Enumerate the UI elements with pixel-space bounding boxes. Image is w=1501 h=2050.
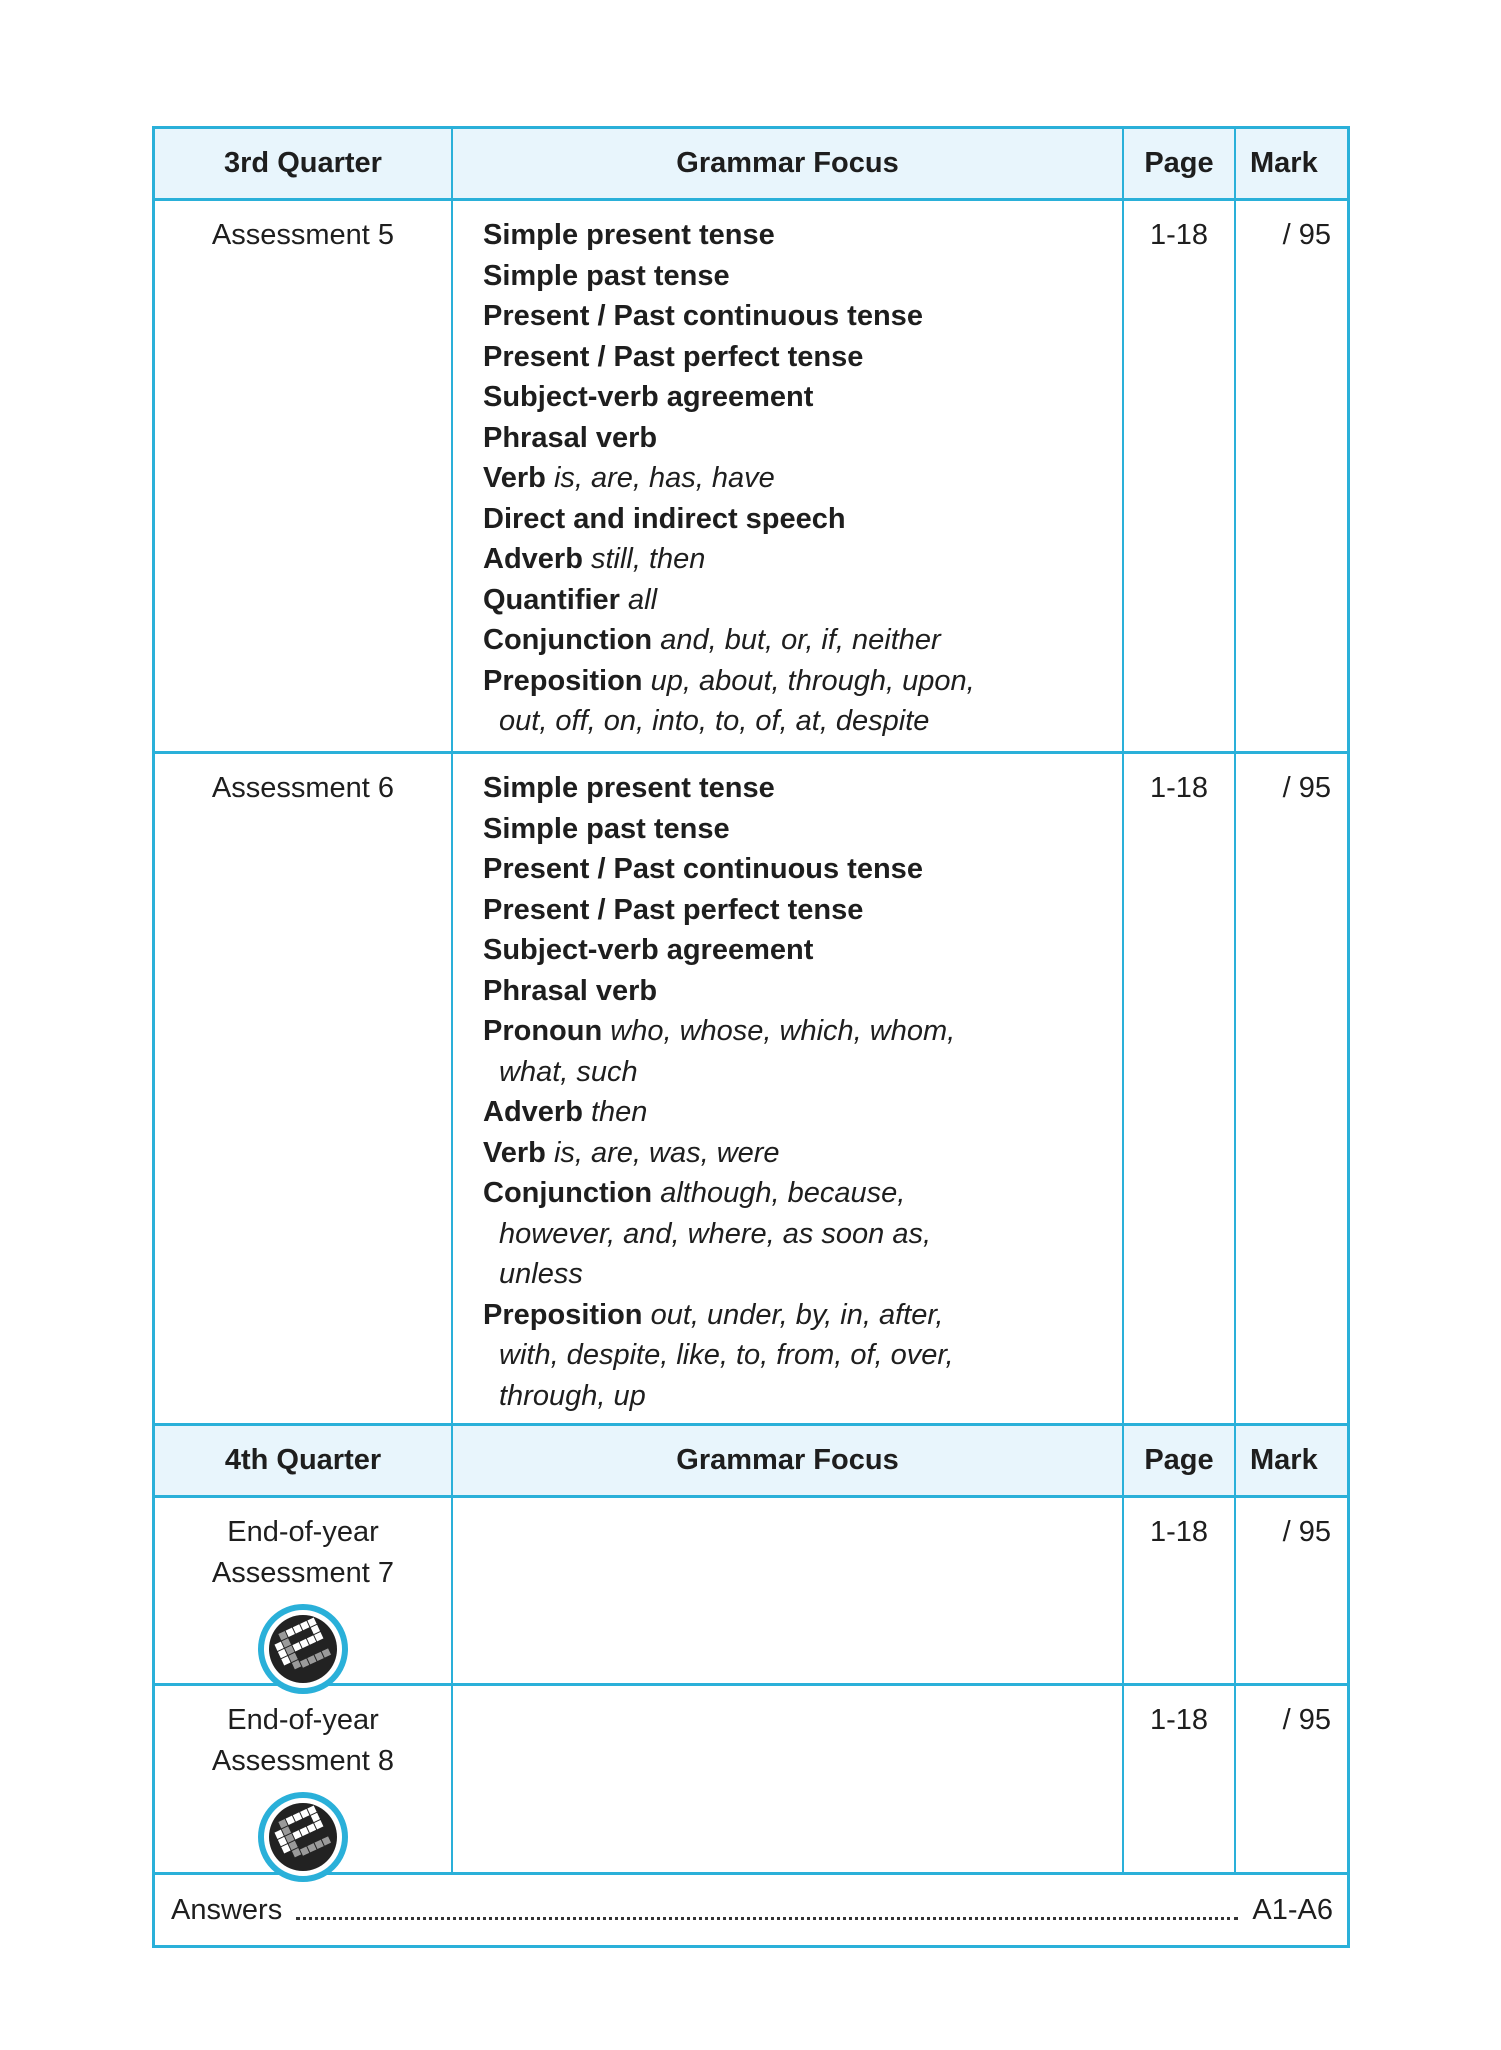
grammar-focus-item <box>483 458 1110 499</box>
grammar-examples: all <box>628 583 658 616</box>
grammar-examples-continued: through, up <box>499 1379 646 1412</box>
grammar-examples: although, because, <box>660 1177 906 1209</box>
column-header-quarter: 3rd Quarter <box>155 129 453 198</box>
answers-row <box>155 1875 1347 1945</box>
grammar-focus-list <box>453 201 1124 751</box>
table-row-assessment-7 <box>155 1498 1347 1686</box>
grammar-focus-item <box>483 296 1110 337</box>
assessment-title-line: Assessment 6 <box>211 772 395 804</box>
grammar-examples: who, whose, which, whom, <box>610 1015 956 1047</box>
assessment-title <box>155 1686 453 1872</box>
grammar-topic: Verb <box>483 462 546 494</box>
grammar-examples-continued: what, such <box>499 1055 638 1088</box>
grammar-focus-item <box>483 256 1110 297</box>
grammar-focus-item <box>483 539 1110 580</box>
grammar-topic: Conjunction <box>483 1177 653 1209</box>
section-header-4th-quarter <box>155 1426 1347 1498</box>
grammar-focus-item <box>483 620 1110 661</box>
grammar-focus-item <box>483 768 1110 809</box>
grammar-topic: Subject-verb agreement <box>483 381 814 413</box>
grammar-focus-item <box>483 930 1110 971</box>
assessment-title <box>155 1498 453 1683</box>
assessment-title <box>155 201 453 751</box>
grammar-focus-item <box>483 337 1110 378</box>
grammar-focus-item <box>483 890 1110 931</box>
crossword-icon <box>257 1603 349 1695</box>
grammar-topic: Conjunction <box>483 624 653 656</box>
page-range: 1-18 <box>1124 1686 1236 1872</box>
mark-total: / 95 <box>1282 219 1331 251</box>
grammar-focus-empty <box>453 1686 1124 1872</box>
grammar-topic: Present / Past perfect tense <box>483 893 864 926</box>
grammar-examples: is, are, was, were <box>553 1136 780 1169</box>
grammar-topic: Phrasal verb <box>483 974 658 1007</box>
grammar-examples: still, then <box>590 543 706 575</box>
page-range: 1-18 <box>1124 1498 1236 1683</box>
grammar-topic: Preposition <box>483 664 643 697</box>
grammar-focus-item <box>483 377 1110 418</box>
answers-label: Answers <box>171 1893 283 1926</box>
grammar-examples-continued: however, and, where, as soon as, <box>499 1217 932 1250</box>
assessment-title-line: Assessment 5 <box>211 219 395 251</box>
column-header-mark: Mark <box>1250 147 1318 179</box>
grammar-focus-empty <box>453 1498 1124 1683</box>
grammar-examples: up, about, through, upon, <box>650 664 975 697</box>
grammar-focus-item <box>483 215 1110 256</box>
grammar-topic: Present / Past continuous tense <box>483 300 923 332</box>
grammar-focus-item <box>483 849 1110 890</box>
column-header-page: Page <box>1124 1426 1236 1495</box>
column-header-page: Page <box>1124 129 1236 198</box>
assessment-title-line: Assessment 7 <box>211 1556 395 1589</box>
column-header-grammar-focus: Grammar Focus <box>453 1426 1124 1495</box>
grammar-focus-item <box>483 1011 1110 1092</box>
grammar-examples-continued: unless <box>499 1258 583 1290</box>
grammar-examples: is, are, has, have <box>553 462 775 494</box>
column-header-grammar-focus: Grammar Focus <box>453 129 1124 198</box>
grammar-topic: Pronoun <box>483 1015 603 1047</box>
table-of-contents <box>152 126 1350 1948</box>
grammar-focus-item <box>483 499 1110 540</box>
grammar-topic: Subject-verb agreement <box>483 934 814 966</box>
grammar-focus-list <box>453 754 1124 1423</box>
grammar-examples: out, under, by, in, after, <box>650 1298 944 1331</box>
answers-pages: A1-A6 <box>1252 1893 1333 1926</box>
grammar-focus-item <box>483 1092 1110 1133</box>
section-header-3rd-quarter <box>155 129 1347 201</box>
assessment-title-line: End-of-year <box>227 1704 379 1736</box>
grammar-topic: Simple past tense <box>483 812 730 845</box>
grammar-focus-item <box>483 809 1110 850</box>
grammar-focus-item <box>483 580 1110 621</box>
grammar-topic: Present / Past perfect tense <box>483 340 864 373</box>
grammar-topic: Phrasal verb <box>483 421 658 454</box>
mark-total: / 95 <box>1282 772 1331 804</box>
assessment-title-line: End-of-year <box>227 1516 379 1548</box>
mark-total: / 95 <box>1282 1704 1331 1736</box>
grammar-focus-item <box>483 661 1110 742</box>
dot-leader <box>296 1917 1238 1920</box>
grammar-examples: then <box>590 1096 648 1128</box>
column-header-quarter: 4th Quarter <box>155 1426 453 1495</box>
table-row-assessment-5 <box>155 201 1347 754</box>
table-row-assessment-8 <box>155 1686 1347 1875</box>
page-range: 1-18 <box>1124 754 1236 1423</box>
grammar-focus-item <box>483 418 1110 459</box>
grammar-focus-item <box>483 971 1110 1012</box>
crossword-icon <box>257 1791 349 1883</box>
grammar-examples-continued: out, off, on, into, to, of, at, despite <box>499 705 930 737</box>
column-header-mark: Mark <box>1250 1444 1318 1476</box>
assessment-title-line: Assessment 8 <box>211 1744 395 1777</box>
grammar-examples-continued: with, despite, like, to, from, of, over, <box>499 1339 954 1371</box>
grammar-topic: Simple present tense <box>483 219 775 251</box>
grammar-topic: Preposition <box>483 1298 643 1331</box>
page-range: 1-18 <box>1124 201 1236 751</box>
grammar-topic: Quantifier <box>483 583 620 616</box>
grammar-focus-item <box>483 1173 1110 1295</box>
grammar-topic: Direct and indirect speech <box>483 502 846 535</box>
grammar-topic: Simple past tense <box>483 259 730 292</box>
grammar-focus-item <box>483 1295 1110 1417</box>
table-row-assessment-6 <box>155 754 1347 1426</box>
grammar-topic: Verb <box>483 1136 546 1169</box>
grammar-topic: Present / Past continuous tense <box>483 853 923 885</box>
mark-total: / 95 <box>1282 1516 1331 1548</box>
assessment-title <box>155 754 453 1423</box>
grammar-topic: Simple present tense <box>483 772 775 804</box>
grammar-examples: and, but, or, if, neither <box>660 624 941 656</box>
grammar-focus-item <box>483 1133 1110 1174</box>
grammar-topic: Adverb <box>483 543 583 575</box>
grammar-topic: Adverb <box>483 1096 583 1128</box>
